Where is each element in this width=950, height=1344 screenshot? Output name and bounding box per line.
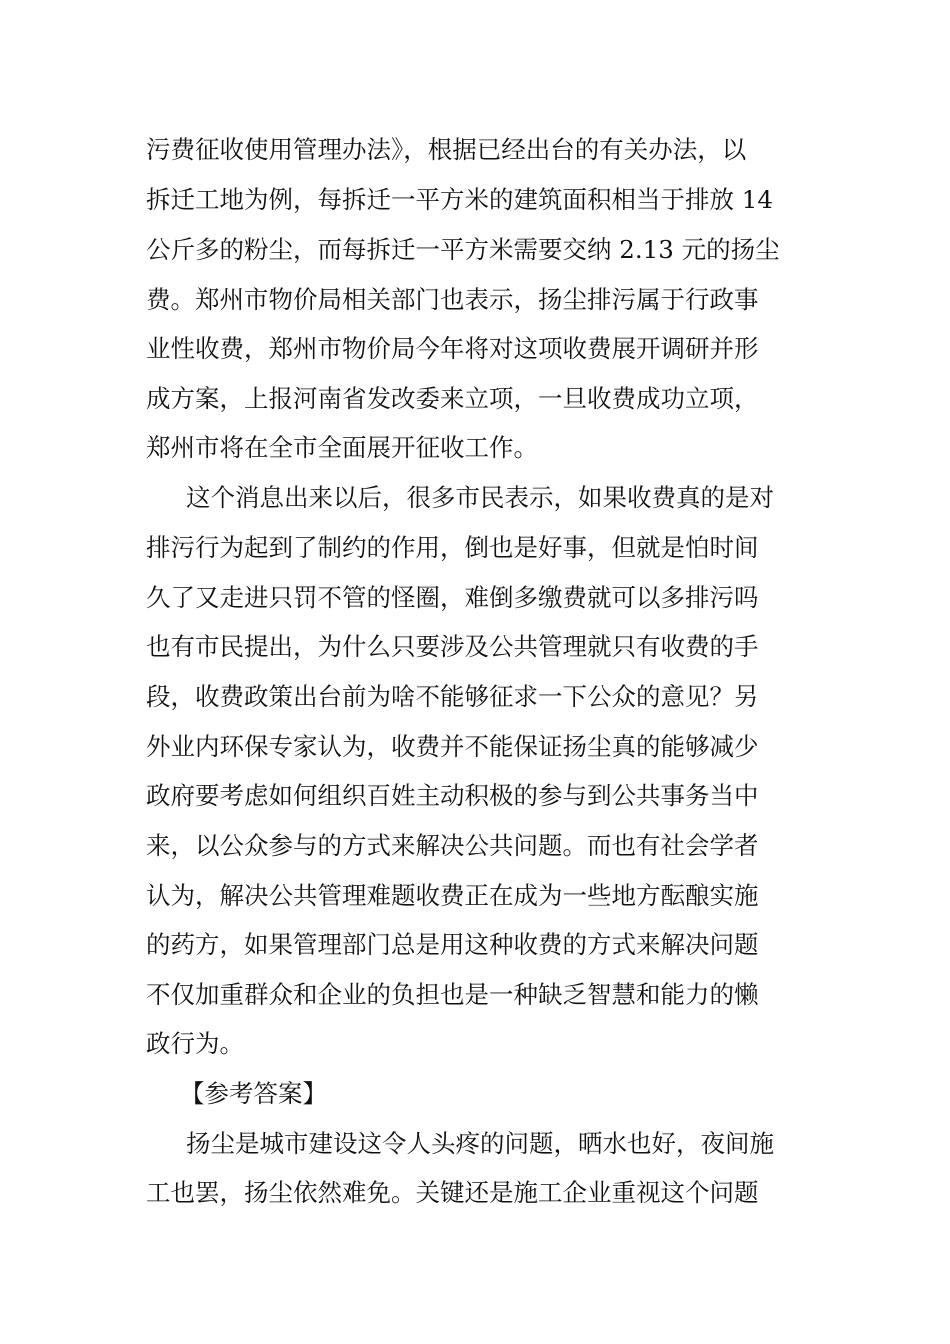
text-line: 污费征收使用管理办法》，根据已经出台的有关办法，以	[146, 135, 747, 164]
section-heading: 【参考答案】	[180, 1079, 327, 1108]
text-line: 拆迁工地为例，每拆迁一平方米的建筑面积相当于排放 14	[146, 185, 773, 214]
text-line: 政行为。	[146, 1029, 244, 1058]
text-line: 外业内环保专家认为，收费并不能保证扬尘真的能够减少	[146, 732, 759, 761]
text-line: 成方案，上报河南省发改委来立项，一旦收费成功立项，	[146, 384, 759, 413]
text-line: 政府要考虑如何组织百姓主动积极的参与到公共事务当中	[146, 781, 759, 810]
paragraph-first-line: 这个消息出来以后，很多市民表示，如果收费真的是对	[186, 483, 774, 512]
text-line: 段，收费政策出台前为啥不能够征求一下公众的意见？另	[146, 682, 759, 711]
text-line: 郑州市将在全市全面展开征收工作。	[146, 433, 538, 462]
paragraph-first-line: 扬尘是城市建设这令人头疼的问题，晒水也好，夜间施	[186, 1129, 774, 1158]
text-line: 的药方，如果管理部门总是用这种收费的方式来解决问题	[146, 930, 759, 959]
text-line: 久了又走进只罚不管的怪圈，难倒多缴费就可以多排污吗	[146, 583, 759, 612]
text-line: 费。郑州市物价局相关部门也表示，扬尘排污属于行政事	[146, 285, 759, 314]
text-line: 也有市民提出，为什么只要涉及公共管理就只有收费的手	[146, 632, 759, 661]
text-line: 认为，解决公共管理难题收费正在成为一些地方酝酿实施	[146, 881, 759, 910]
text-line: 工也罢，扬尘依然难免。关键还是施工企业重视这个问题	[146, 1178, 759, 1207]
text-line: 来，以公众参与的方式来解决公共问题。而也有社会学者	[146, 831, 759, 860]
text-line: 公斤多的粉尘，而每拆迁一平方米需要交纳 2.13 元的扬尘	[146, 235, 780, 264]
text-line: 不仅加重群众和企业的负担也是一种缺乏智慧和能力的懒	[146, 980, 759, 1009]
text-line: 业性收费，郑州市物价局今年将对这项收费展开调研并形	[146, 334, 759, 363]
text-line: 排污行为起到了制约的作用，倒也是好事，但就是怕时间	[146, 533, 759, 562]
